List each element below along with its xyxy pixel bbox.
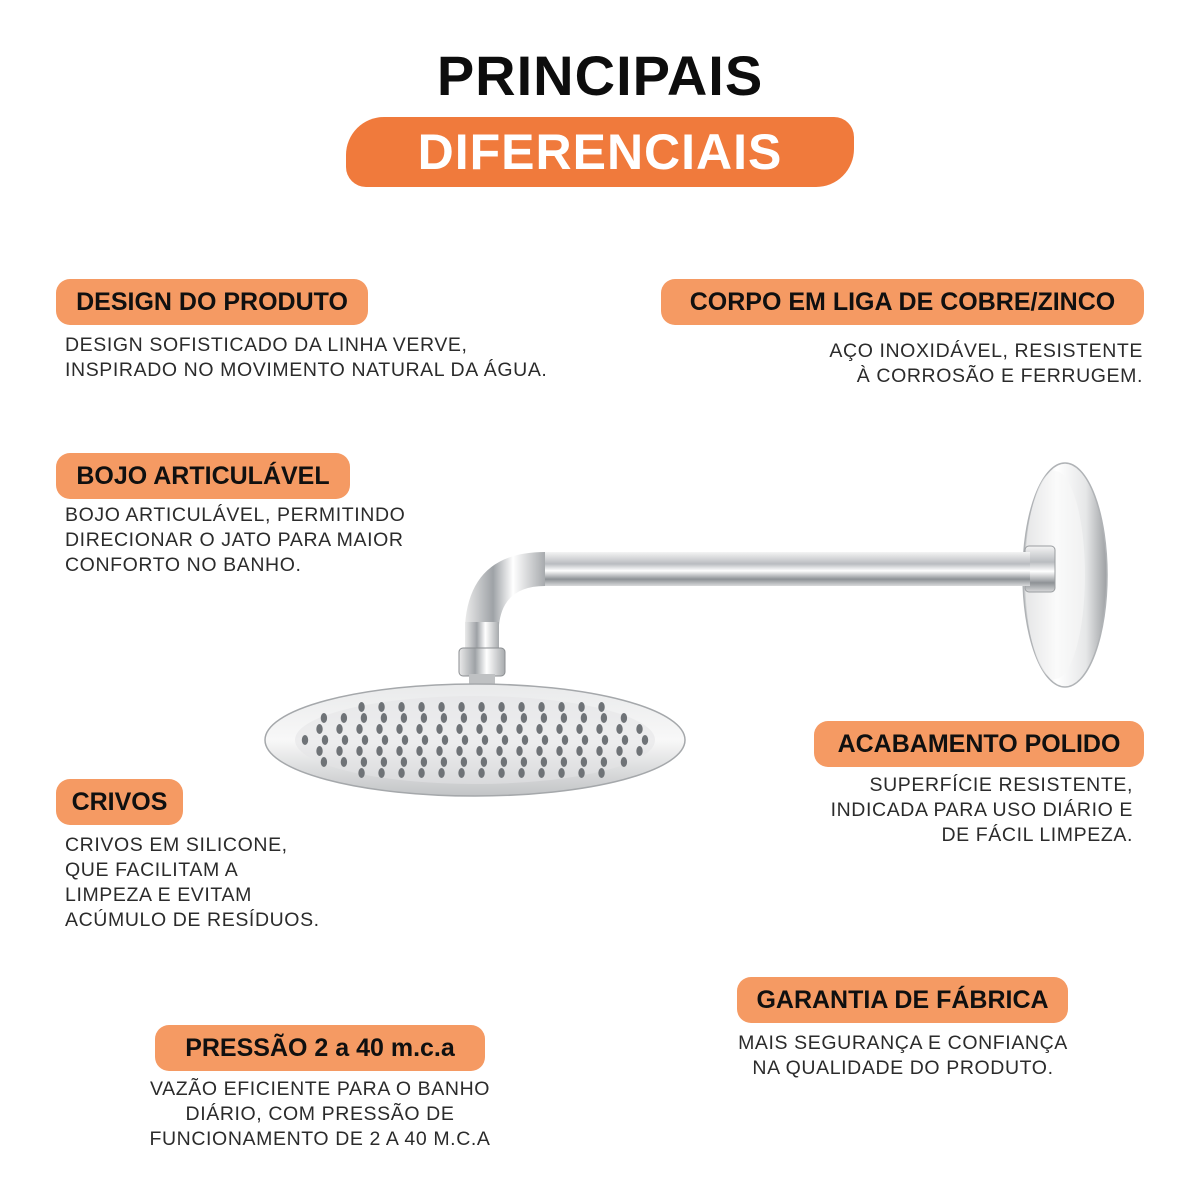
nozzle xyxy=(501,757,507,767)
desc-line: LIMPEZA E EVITAM xyxy=(65,884,252,906)
nozzle xyxy=(496,746,502,756)
nozzle xyxy=(556,724,562,734)
nozzle xyxy=(541,713,547,723)
nozzle xyxy=(482,735,488,745)
nozzle xyxy=(596,724,602,734)
desc-line: DESIGN SOFISTICADO DA LINHA VERVE, xyxy=(65,334,468,356)
desc-line: VAZÃO EFICIENTE PARA O BANHO xyxy=(149,1078,491,1100)
desc-line: FUNCIONAMENTO DE 2 A 40 M.C.A xyxy=(149,1128,491,1150)
nozzle xyxy=(361,757,367,767)
nozzle xyxy=(458,768,464,778)
nozzle xyxy=(362,735,368,745)
nozzle xyxy=(538,768,544,778)
shower-head-image xyxy=(255,450,1135,810)
nozzle xyxy=(302,735,308,745)
nozzle xyxy=(621,713,627,723)
nozzle xyxy=(462,735,468,745)
desc-line: DIRECIONAR O JATO PARA MAIOR xyxy=(65,529,404,551)
desc-line: BOJO ARTICULÁVEL, PERMITINDO xyxy=(65,504,406,526)
nozzle xyxy=(602,735,608,745)
nozzle xyxy=(581,757,587,767)
nozzle xyxy=(498,768,504,778)
nozzle xyxy=(398,768,404,778)
nozzle xyxy=(561,757,567,767)
nozzle xyxy=(598,768,604,778)
nozzle xyxy=(376,746,382,756)
nozzle xyxy=(636,724,642,734)
desc-line: INSPIRADO NO MOVIMENTO NATURAL DA ÁGUA. xyxy=(65,359,548,381)
nozzle xyxy=(521,757,527,767)
nozzle xyxy=(601,713,607,723)
nozzle xyxy=(616,724,622,734)
nozzle xyxy=(502,735,508,745)
feature-desc-corpo xyxy=(700,339,1143,389)
nozzle xyxy=(356,724,362,734)
nozzle xyxy=(361,713,367,723)
nozzle xyxy=(476,724,482,734)
nozzle xyxy=(438,768,444,778)
nozzle xyxy=(458,702,464,712)
desc-line: NA QUALIDADE DO PRODUTO. xyxy=(752,1057,1054,1079)
feature-tag-corpo: CORPO EM LIGA DE COBRE/ZINCO xyxy=(661,279,1144,325)
nozzle xyxy=(536,746,542,756)
nozzle xyxy=(336,724,342,734)
nozzle xyxy=(356,746,362,756)
nozzle xyxy=(416,724,422,734)
nozzle xyxy=(381,757,387,767)
nozzle xyxy=(498,702,504,712)
nozzle xyxy=(341,757,347,767)
nozzle xyxy=(436,724,442,734)
nozzle xyxy=(596,746,602,756)
nozzle xyxy=(418,702,424,712)
nozzle xyxy=(321,757,327,767)
nozzle xyxy=(558,702,564,712)
nozzle xyxy=(376,724,382,734)
nozzle xyxy=(598,702,604,712)
nozzle xyxy=(516,724,522,734)
feature-tag-garantia: GARANTIA DE FÁBRICA xyxy=(737,977,1068,1023)
nozzle xyxy=(481,757,487,767)
nozzle xyxy=(601,757,607,767)
nozzle xyxy=(536,724,542,734)
nozzle xyxy=(398,702,404,712)
nozzle xyxy=(478,702,484,712)
nozzle xyxy=(358,702,364,712)
nozzle xyxy=(421,757,427,767)
nozzle xyxy=(441,713,447,723)
nozzle xyxy=(578,768,584,778)
nozzle xyxy=(442,735,448,745)
nozzle xyxy=(616,746,622,756)
nozzle xyxy=(576,724,582,734)
page-subtitle-pill: DIFERENCIAIS xyxy=(346,117,854,187)
nozzle xyxy=(622,735,628,745)
feature-desc-crivos xyxy=(65,833,320,933)
nozzle xyxy=(341,713,347,723)
nozzle xyxy=(381,713,387,723)
nozzle xyxy=(538,702,544,712)
nozzle xyxy=(416,746,422,756)
nozzle xyxy=(522,735,528,745)
nozzle xyxy=(316,724,322,734)
nozzle xyxy=(521,713,527,723)
nozzle xyxy=(556,746,562,756)
nozzle xyxy=(396,746,402,756)
feature-tag-pressao: PRESSÃO 2 a 40 m.c.a xyxy=(155,1025,485,1071)
feature-tag-bojo: BOJO ARTICULÁVEL xyxy=(56,453,350,499)
nozzle xyxy=(481,713,487,723)
nozzle xyxy=(402,735,408,745)
nozzle xyxy=(576,746,582,756)
nozzle xyxy=(436,746,442,756)
nozzle xyxy=(396,724,402,734)
nozzle xyxy=(336,746,342,756)
nozzle xyxy=(358,768,364,778)
desc-line: SUPERFÍCIE RESISTENTE, xyxy=(869,774,1133,796)
desc-line: QUE FACILITAM A xyxy=(65,859,239,881)
nozzle xyxy=(496,724,502,734)
nozzle xyxy=(558,768,564,778)
desc-line: DE FÁCIL LIMPEZA. xyxy=(941,824,1133,846)
nozzle xyxy=(581,713,587,723)
nozzle xyxy=(456,724,462,734)
page-title: PRINCIPAIS xyxy=(436,44,764,107)
desc-line: CRIVOS EM SILICONE, xyxy=(65,834,288,856)
nozzle xyxy=(441,757,447,767)
feature-desc-pressao xyxy=(110,1077,530,1152)
nozzle xyxy=(316,746,322,756)
nozzle xyxy=(321,713,327,723)
nozzle xyxy=(456,746,462,756)
feature-tag-design: DESIGN DO PRODUTO xyxy=(56,279,368,325)
nozzle xyxy=(342,735,348,745)
nozzle xyxy=(562,735,568,745)
nozzle xyxy=(501,713,507,723)
nozzle xyxy=(461,713,467,723)
feature-desc-garantia xyxy=(703,1031,1103,1081)
nozzle xyxy=(378,702,384,712)
nozzle xyxy=(401,757,407,767)
nozzle xyxy=(401,713,407,723)
nozzle xyxy=(582,735,588,745)
nozzle xyxy=(418,768,424,778)
nozzle xyxy=(541,757,547,767)
nozzle xyxy=(561,713,567,723)
nozzle xyxy=(636,746,642,756)
nozzle xyxy=(422,735,428,745)
nozzle xyxy=(438,702,444,712)
desc-line: MAIS SEGURANÇA E CONFIANÇA xyxy=(738,1032,1068,1054)
desc-line: ACÚMULO DE RESÍDUOS. xyxy=(65,909,320,931)
nozzle xyxy=(322,735,328,745)
nozzle xyxy=(642,735,648,745)
desc-line: AÇO INOXIDÁVEL, RESISTENTE xyxy=(829,340,1143,362)
feature-tag-acabamento: ACABAMENTO POLIDO xyxy=(814,721,1144,767)
nozzle xyxy=(578,702,584,712)
feature-tag-crivos: CRIVOS xyxy=(56,779,183,825)
nozzle xyxy=(478,768,484,778)
nozzle xyxy=(516,746,522,756)
desc-line: CONFORTO NO BANHO. xyxy=(65,554,302,576)
desc-line: DIÁRIO, COM PRESSÃO DE xyxy=(185,1103,455,1125)
nozzle xyxy=(461,757,467,767)
feature-desc-design xyxy=(65,333,547,383)
nozzle xyxy=(518,702,524,712)
nozzle xyxy=(518,768,524,778)
nozzle xyxy=(476,746,482,756)
nozzle xyxy=(382,735,388,745)
nozzle xyxy=(378,768,384,778)
nozzle xyxy=(621,757,627,767)
nozzle xyxy=(542,735,548,745)
desc-line: À CORROSÃO E FERRUGEM. xyxy=(856,365,1143,387)
nozzle xyxy=(421,713,427,723)
desc-line: INDICADA PARA USO DIÁRIO E xyxy=(830,799,1133,821)
